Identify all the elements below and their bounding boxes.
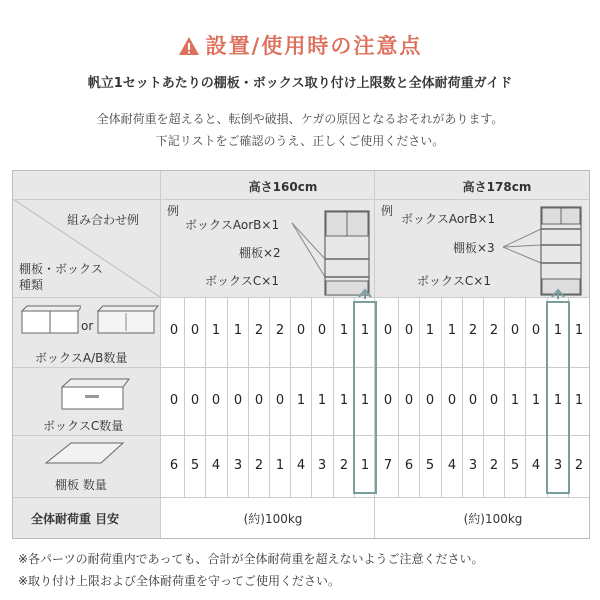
example-box-ab: ボックスAorB×1 — [185, 218, 280, 232]
grid-line — [13, 435, 589, 436]
description-line: 全体耐荷重を超えると、転倒や破損、ケガの原因となるおそれがあります。 — [96, 112, 504, 126]
box-a-icon — [21, 305, 81, 335]
cell-box_c: 0 — [468, 393, 478, 408]
description — [0, 108, 600, 152]
cell-box_ab: 0 — [383, 323, 393, 338]
cell-box_c: 1 — [553, 393, 563, 408]
highlight-column — [353, 301, 377, 494]
cell-box_ab: 1 — [233, 323, 243, 338]
cell-box_ab: 1 — [360, 323, 370, 338]
example-shelf: 棚板×3 — [453, 241, 495, 255]
shelf-unit-160-icon — [285, 209, 375, 297]
cell-box_c: 0 — [489, 393, 499, 408]
cell-box_c: 1 — [339, 393, 349, 408]
cell-shelf: 1 — [275, 458, 285, 473]
row-label-shelf: 棚板 数量 — [55, 478, 107, 492]
cell-shelf: 2 — [254, 458, 264, 473]
example-box-ab: ボックスAorB×1 — [401, 212, 496, 226]
cell-box_ab: 0 — [404, 323, 414, 338]
cell-box_c: 0 — [404, 393, 414, 408]
cell-box_c: 0 — [254, 393, 264, 408]
title-text: 設置/使用時の注意点 — [205, 34, 423, 58]
cell-shelf: 5 — [190, 458, 200, 473]
load-value-160: (約)100kg — [243, 512, 303, 526]
cell-shelf: 4 — [447, 458, 457, 473]
cell-box_ab: 1 — [425, 323, 435, 338]
row-label-load: 全体耐荷重 目安 — [31, 512, 120, 526]
cell-shelf: 7 — [383, 458, 393, 473]
cell-box_ab: 0 — [169, 323, 179, 338]
cell-box_c: 0 — [169, 393, 179, 408]
cell-box_c: 1 — [360, 393, 370, 408]
cell-shelf: 3 — [317, 458, 327, 473]
page-title — [0, 30, 600, 60]
cell-shelf: 6 — [404, 458, 414, 473]
cell-box_c: 1 — [574, 393, 584, 408]
example-label: 例 — [167, 204, 180, 218]
cell-shelf: 2 — [339, 458, 349, 473]
row-label-box-ab: ボックスA/B数量 — [35, 351, 128, 365]
warning-icon — [178, 36, 200, 56]
cell-shelf: 3 — [468, 458, 478, 473]
description-line: 下記リストをご確認のうえ、正しくご使用ください。 — [155, 134, 445, 148]
cell-box_ab: 1 — [447, 323, 457, 338]
cell-shelf: 3 — [553, 458, 563, 473]
corner-combination-label: 組み合わせ例 — [67, 213, 140, 227]
note-line: ※各パーツの耐荷重内であっても、合計が全体耐荷重を超えないようご注意ください。 — [18, 552, 484, 566]
cell-box_ab: 0 — [190, 323, 200, 338]
cell-shelf: 4 — [211, 458, 221, 473]
cell-box_c: 0 — [447, 393, 457, 408]
cell-box_c: 0 — [211, 393, 221, 408]
highlight-column — [546, 301, 570, 494]
cell-box_c: 0 — [190, 393, 200, 408]
cell-shelf: 1 — [360, 458, 370, 473]
cell-shelf: 2 — [489, 458, 499, 473]
cell-box_c: 0 — [425, 393, 435, 408]
load-table — [12, 170, 590, 539]
grid-line — [13, 297, 589, 298]
cell-box_c: 1 — [317, 393, 327, 408]
cell-box_ab: 0 — [296, 323, 306, 338]
cell-shelf: 4 — [296, 458, 306, 473]
cell-box_c: 1 — [510, 393, 520, 408]
cell-box_ab: 2 — [468, 323, 478, 338]
cell-box_c: 1 — [296, 393, 306, 408]
cell-box_ab: 2 — [275, 323, 285, 338]
subtitle: 帆立1セットあたりの棚板・ボックス取り付け上限数と全体耐荷重ガイド — [87, 76, 513, 91]
grid-line — [13, 367, 589, 368]
box-b-icon — [97, 305, 159, 335]
cell-box_ab: 0 — [510, 323, 520, 338]
load-value-178: (約)100kg — [463, 512, 523, 526]
highlight-arrow-icon — [353, 287, 377, 299]
cell-box_c: 1 — [531, 393, 541, 408]
cell-shelf: 2 — [574, 458, 584, 473]
cell-shelf: 5 — [425, 458, 435, 473]
corner-type-label: 棚板・ボックス 種類 — [19, 262, 103, 292]
cell-box_ab: 0 — [317, 323, 327, 338]
example-shelf: 棚板×2 — [239, 246, 281, 260]
cell-box_ab: 1 — [574, 323, 584, 338]
grid-line — [160, 171, 161, 538]
cell-box_ab: 1 — [211, 323, 221, 338]
cell-box_ab: 1 — [553, 323, 563, 338]
note-line: ※取り付け上限および全体耐荷重を守ってご使用ください。 — [18, 574, 341, 588]
or-label: or — [81, 319, 94, 333]
cell-box_c: 0 — [233, 393, 243, 408]
notes — [18, 548, 483, 592]
cell-shelf: 6 — [169, 458, 179, 473]
row-label-box-c: ボックスC数量 — [43, 419, 124, 433]
grid-line — [13, 497, 589, 498]
shelf-board-icon — [45, 441, 125, 467]
box-c-icon — [61, 377, 131, 411]
example-label: 例 — [381, 204, 394, 218]
cell-box_ab: 1 — [339, 323, 349, 338]
cell-shelf: 4 — [531, 458, 541, 473]
cell-box_ab: 2 — [254, 323, 264, 338]
shelf-unit-178-icon — [499, 201, 587, 297]
cell-box_c: 0 — [383, 393, 393, 408]
cell-shelf: 5 — [510, 458, 520, 473]
example-box-c: ボックスC×1 — [417, 274, 491, 288]
cell-box_ab: 0 — [531, 323, 541, 338]
cell-box_c: 0 — [275, 393, 285, 408]
height-header-178: 高さ178cm — [462, 180, 532, 194]
cell-box_ab: 2 — [489, 323, 499, 338]
grid-line — [13, 199, 589, 200]
height-header-160: 高さ160cm — [248, 180, 318, 194]
highlight-arrow-icon — [546, 287, 570, 299]
example-box-c: ボックスC×1 — [205, 274, 279, 288]
cell-shelf: 3 — [233, 458, 243, 473]
